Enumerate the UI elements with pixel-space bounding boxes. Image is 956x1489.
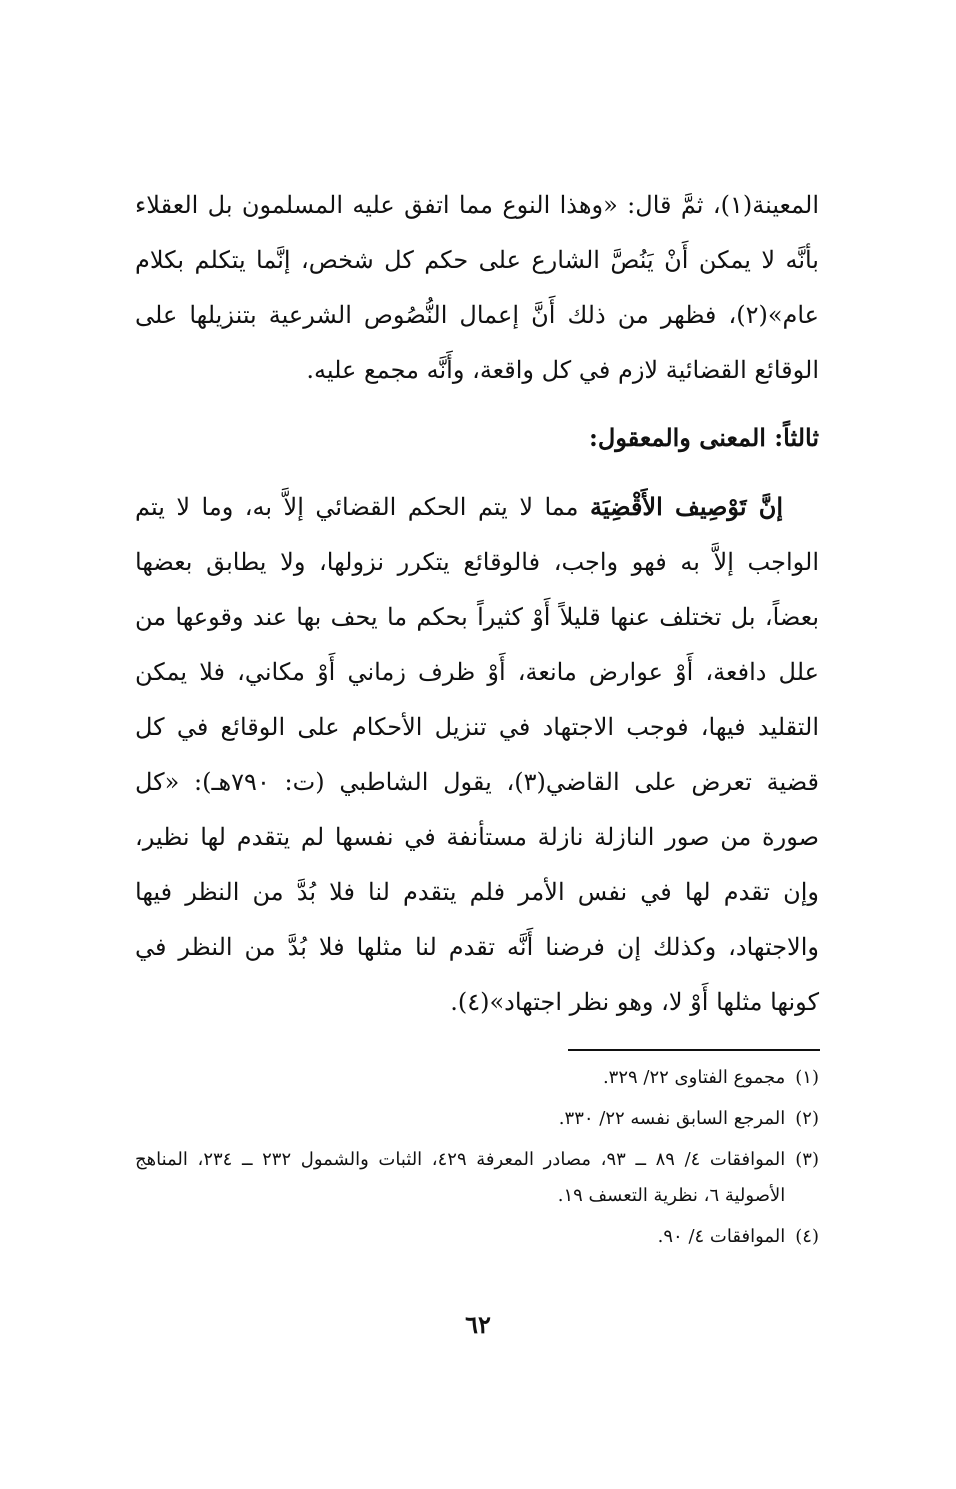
bold-lead-phrase: إنَّ تَوْصِيف الأَقْضِيَة	[590, 492, 784, 521]
footnote-divider	[568, 1049, 820, 1051]
footnote-text: الموافقات ٤/ ٨٩ ــ ٩٣، مصادر المعرفة ٤٢٩، الثبات والشمول ٢٣٢ ــ ٢٣٤، المناهج الأصولية ٦، نظرية التعسف ١٩.	[135, 1149, 786, 1206]
footnote-number: (١)	[795, 1067, 819, 1088]
page-number: ٦٢	[465, 1310, 491, 1339]
footnote-number: (٣)	[795, 1149, 819, 1170]
main-text	[135, 178, 819, 1030]
paragraph-2	[135, 479, 819, 1030]
footnotes	[135, 1060, 819, 1260]
footnote-3	[135, 1142, 819, 1214]
footnote-number: (٢)	[795, 1108, 819, 1129]
footnote-number: (٤)	[795, 1226, 819, 1247]
footnote-1	[135, 1060, 819, 1096]
footnote-4	[135, 1219, 819, 1255]
footnote-2	[135, 1101, 819, 1137]
paragraph-1: المعينة(١)، ثمَّ قال: «وهذا النوع مما اتفق عليه المسلمون بل العقلاء بأنَّه لا يمكن أَنْ يَنُصَّ الشارع على حكم كل شخص، إنَّما يتكلم بكلام عام»(٢)، فظهر من ذلك أَنَّ إعمال النُّصُوص الشرعية بتنزيلها على الوقائع القضائية لازم في كل واقعة، وأَنَّه مجمع عليه.	[135, 191, 819, 384]
footnote-text: مجموع الفتاوى ٢٢/ ٣٢٩.	[602, 1067, 786, 1088]
footnote-text: الموافقات ٤/ ٩٠.	[657, 1226, 786, 1247]
section-heading: ثالثاً: المعنى والمعقول:	[589, 423, 819, 452]
footnote-text: المرجع السابق نفسه ٢٢/ ٣٣٠.	[558, 1108, 786, 1129]
paragraph-2-text: مما لا يتم الحكم القضائي إلاَّ به، وما لا يتم الواجب إلاَّ به فهو واجب، فالوقائع يتكرر نزولها، ولا يطابق بعضها بعضاً، بل تختلف عنها قليلاً أَوْ كثيراً بحكم ما يحف بها عند وقوعها من علل دافعة، أَوْ عوارض مانعة، أَوْ ظرف زماني أَوْ مكاني، فلا يمكن التقليد فيها، فوجب الاجتهاد في تنزيل الأحكام على الوقائع في كل قضية تعرض على القاضي(٣)، يقول الشاطبي (ت: ٧٩٠هـ): «كل صورة من صور النازلة نازلة مستأنفة في نفسها لم يتقدم لها نظير، وإن تقدم لها في نفس الأمر فلم يتقدم لنا فلا بُدَّ من النظر فيها والاجتهاد، وكذلك إن فرضنا أَنَّه تقدم لنا مثلها فلا بُدَّ من النظر في كونها مثلها أَوْ لا، وهو نظر اجتهاد»(٤).	[135, 493, 819, 1016]
